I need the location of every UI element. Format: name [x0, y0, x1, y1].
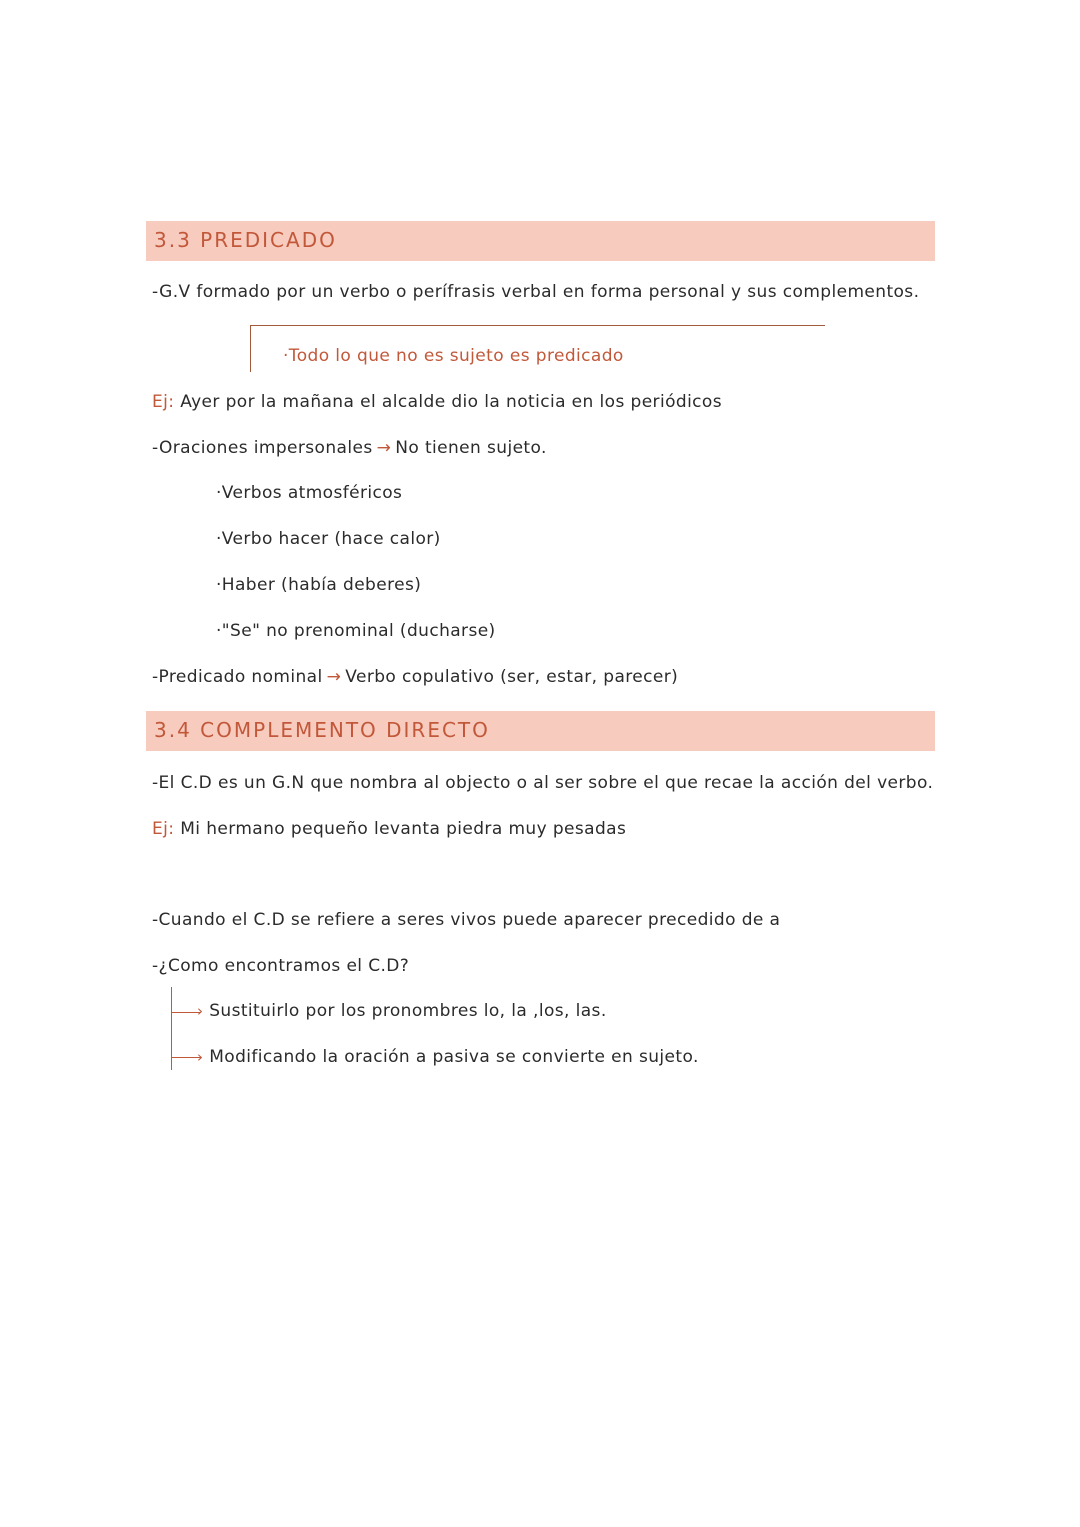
- arrow-right-icon: →: [376, 438, 392, 458]
- cd-method-text: Modificando la oración a pasiva se convierte en sujeto.: [209, 1047, 699, 1067]
- impersonal-line: [152, 438, 547, 458]
- cd-example: [152, 819, 626, 839]
- cd-method-text: Sustituirlo por los pronombres lo, la ,los, las.: [209, 1001, 607, 1021]
- arrow-right-icon: ›: [197, 1048, 204, 1066]
- section-title-complemento-directo: 3.4 COMPLEMENTO DIRECTO: [154, 718, 490, 742]
- cd-living-beings: -Cuando el C.D se refiere a seres vivos puede aparecer precedido de a: [152, 910, 781, 930]
- cd-question: -¿Como encontramos el C.D?: [152, 956, 410, 976]
- cd-definition: -El C.D es un G.N que nombra al objecto o al ser sobre el que recae la acción del verbo.: [152, 773, 934, 793]
- example-text: Mi hermano pequeño levanta piedra muy pesadas: [180, 819, 627, 839]
- example-label: Ej:: [152, 819, 175, 839]
- section-title-predicado: 3.3 PREDICADO: [154, 228, 337, 252]
- arrow-right-icon: ›: [197, 1002, 204, 1020]
- predicado-note: ·Todo lo que no es sujeto es predicado: [283, 346, 624, 366]
- impersonal-item: ·Haber (había deberes): [216, 575, 422, 595]
- arrow-right-icon: →: [326, 667, 342, 687]
- impersonal-item: ·Verbo hacer (hace calor): [216, 529, 441, 549]
- impersonal-left: -Oraciones impersonales: [152, 438, 373, 458]
- predicado-definition: -G.V formado por un verbo o perífrasis verbal en forma personal y sus complementos.: [152, 282, 920, 302]
- nominal-right: Verbo copulativo (ser, estar, parecer): [345, 667, 679, 687]
- predicado-example: [152, 392, 722, 412]
- cd-method: [197, 1047, 699, 1067]
- example-label: Ej:: [152, 392, 175, 412]
- example-text: Ayer por la mañana el alcalde dio la noticia en los periódicos: [180, 392, 722, 412]
- nominal-left: -Predicado nominal: [152, 667, 323, 687]
- nominal-line: [152, 667, 678, 687]
- section-header-predicado: [146, 221, 935, 261]
- impersonal-item: ·"Se" no prenominal (ducharse): [216, 621, 496, 641]
- impersonal-right: No tienen sujeto.: [395, 438, 547, 458]
- cd-method: [197, 1001, 607, 1021]
- impersonal-item: ·Verbos atmosféricos: [216, 483, 403, 503]
- section-header-complemento-directo: [146, 711, 935, 751]
